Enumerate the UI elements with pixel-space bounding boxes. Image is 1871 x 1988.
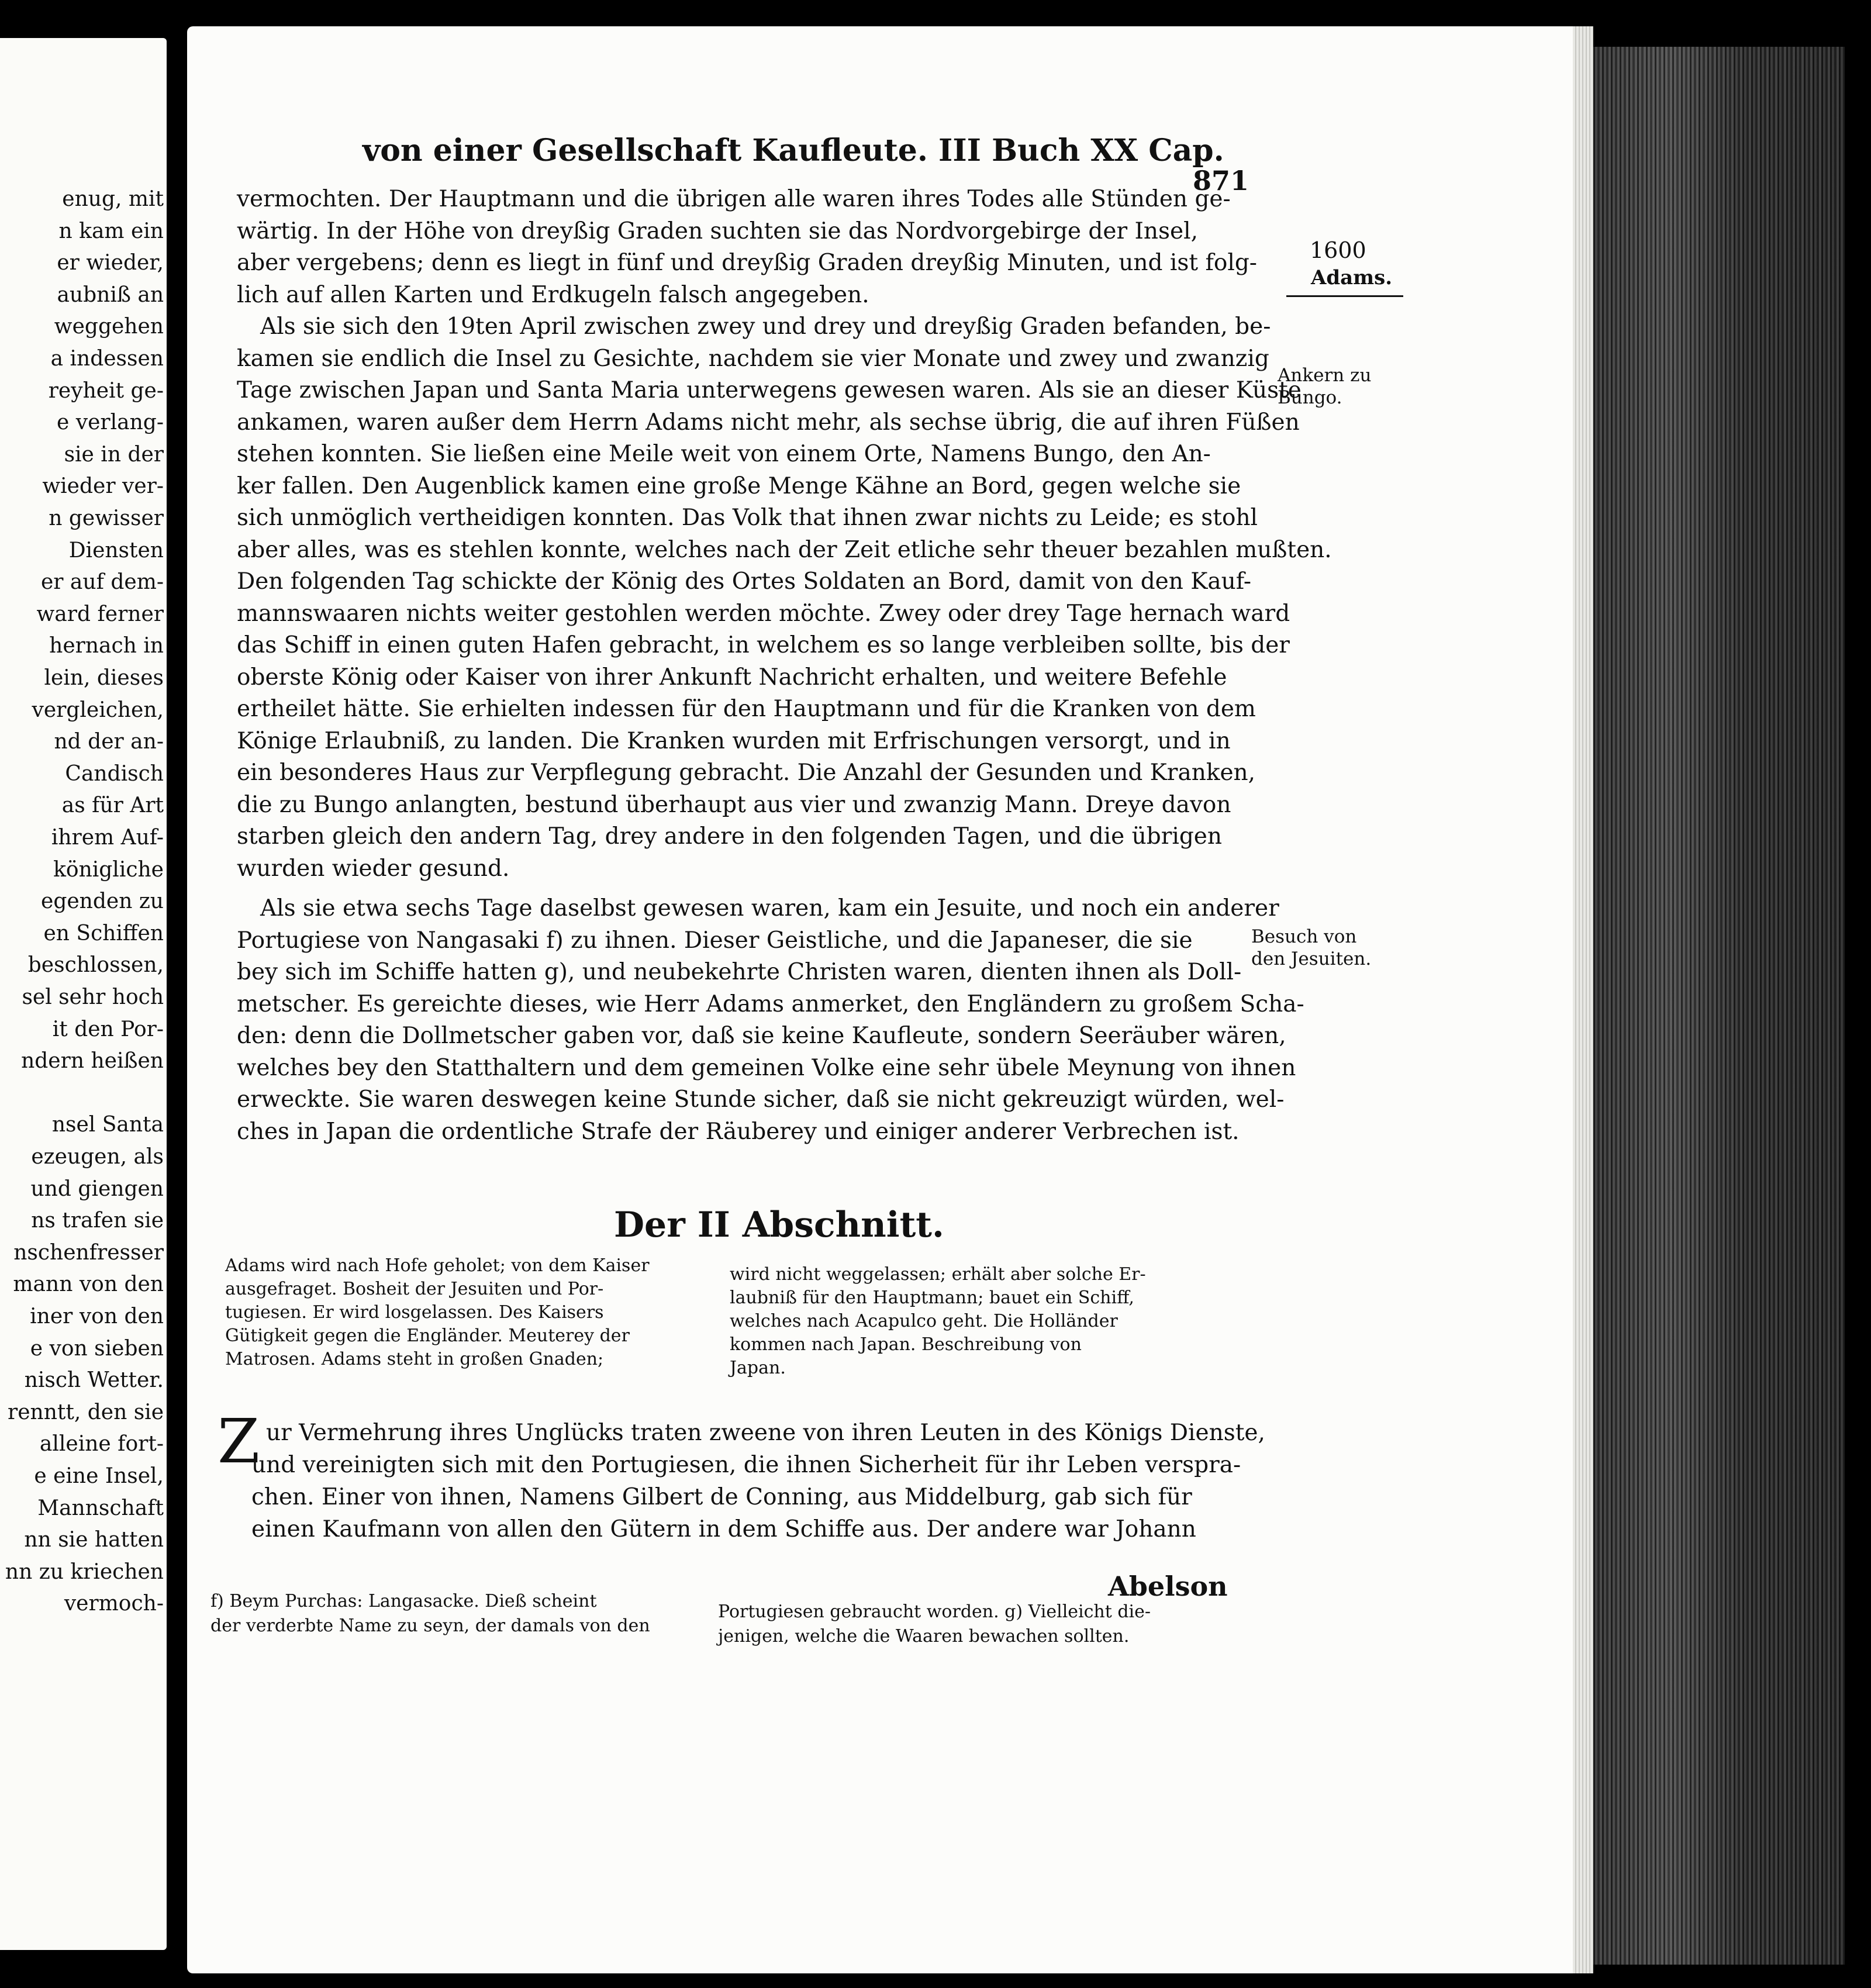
left-page-line: e verlang- [57, 410, 164, 435]
running-title: von einer Gesellschaft Kaufleute. III Buch XX Cap. [363, 133, 1224, 168]
drop-cap: Z [218, 1406, 260, 1477]
spine-gutter [167, 23, 190, 1965]
margin-note-anchor-line-1: Ankern zu [1278, 365, 1372, 386]
body-text-line: ker fallen. Den Augenblick kamen eine große Menge Kähne an Bord, gegen welche sie [237, 472, 1241, 499]
para2-line: einen Kaufmann von allen den Gütern in dem Schiffe aus. Der andere war Johann [251, 1516, 1196, 1542]
body-text-line: Könige Erlaubniß, zu landen. Die Kranken wurden mit Erfrischungen versorgt, und in [237, 727, 1231, 754]
body-text-line: bey sich im Schiffe hatten g), und neubekehrte Christen waren, dienten ihnen als Doll- [237, 959, 1242, 985]
page-number: 871 [1193, 165, 1249, 196]
left-page-line: e eine Insel, [34, 1464, 164, 1488]
left-page-line: e von sieben [30, 1336, 164, 1361]
body-text-line: die zu Bungo anlangten, bestund überhaupt aus vier und zwanzig Mann. Dreye davon [237, 791, 1231, 818]
book-border [1845, 0, 1871, 1988]
left-page-line: mann von den [13, 1272, 164, 1297]
body-text-line: Als sie etwa sechs Tage daselbst gewesen waren, kam ein Jesuite, und noch ein anderer [260, 895, 1279, 921]
left-page-line: vergleichen, [32, 698, 164, 722]
left-page-line: weggehen [54, 315, 164, 339]
body-text-line: das Schiff in einen guten Hafen gebracht, in welchem es so lange verbleiben sollte, bis der [237, 632, 1290, 658]
body-text-line: wurden wieder gesund. [237, 855, 510, 882]
left-page-line: nsel Santa [51, 1113, 164, 1137]
margin-note-jesuits-line-1: Besuch von [1251, 926, 1357, 947]
left-page-line: nn zu kriechen [5, 1559, 164, 1584]
page-edge [1573, 26, 1593, 1973]
body-text-line: starben gleich den andern Tag, drey andere in den folgenden Tagen, und die übrigen [237, 823, 1222, 850]
body-text-line: stehen konnten. Sie ließen eine Meile weit von einem Orte, Namens Bungo, den An- [237, 441, 1211, 467]
body-text-line: vermochten. Der Hauptmann und die übrigen alle waren ihres Todes alle Stünden ge- [237, 186, 1231, 212]
body-text-line: ches in Japan die ordentliche Strafe der Räuberey und einiger anderer Verbrechen ist. [237, 1118, 1240, 1145]
left-page-line: Candisch [65, 761, 164, 786]
left-page-line: en Schiffen [43, 921, 164, 945]
summary-right-line: laubniß für den Hauptmann; bauet ein Schiff, [730, 1288, 1134, 1308]
summary-left-line: ausgefraget. Bosheit der Jesuiten und Por- [225, 1279, 604, 1299]
book-fore-edge [1593, 47, 1845, 1965]
body-text-line: kamen sie endlich die Insel zu Gesichte, nachdem sie vier Monate und zwey und zwanzig [237, 345, 1269, 372]
body-text-line: metscher. Es gereichte dieses, wie Herr Adams anmerket, den Engländern zu großem Scha- [237, 990, 1304, 1017]
left-page-line: egenden zu [41, 889, 164, 914]
left-page-line: er wieder, [57, 251, 164, 275]
left-page-line: a indessen [50, 347, 164, 371]
left-page-line: iner von den [30, 1304, 164, 1328]
body-text-line: lich auf allen Karten und Erdkugeln falsch angegeben. [237, 281, 869, 308]
left-page-line: lein, dieses [44, 666, 164, 690]
left-page-line: ndern heißen [21, 1049, 164, 1074]
left-page-line: königliche [53, 857, 164, 882]
left-page-line: nn sie hatten [24, 1528, 164, 1552]
summary-left-line: Gütigkeit gegen die Engländer. Meuterey der [225, 1326, 630, 1346]
body-text-line: mannswaaren nichts weiter gestohlen werden möchte. Zwey oder drey Tage hernach ward [237, 600, 1290, 627]
footnotes-left-line: f) Beym Purchas: Langasacke. Dieß scheint [210, 1591, 597, 1611]
summary-left-line: tugiesen. Er wird losgelassen. Des Kaisers [225, 1302, 604, 1323]
body-text-line: den: denn die Dollmetscher gaben vor, daß sie keine Kaufleute, sondern Seeräuber wären, [237, 1023, 1286, 1049]
left-page-line: ezeugen, als [31, 1145, 164, 1169]
para2-line: chen. Einer von ihnen, Namens Gilbert de Conning, aus Middelburg, gab sich für [251, 1484, 1192, 1510]
para2-line: und vereinigten sich mit den Portugiesen, die ihnen Sicherheit für ihr Leben verspra- [251, 1452, 1241, 1478]
margin-note-jesuits-line-2: den Jesuiten. [1251, 948, 1372, 969]
left-page-line: n kam ein [58, 219, 164, 243]
margin-name: Adams. [1311, 266, 1393, 289]
summary-right-line: welches nach Acapulco geht. Die Holländer [730, 1311, 1118, 1331]
body-text-line: wärtig. In der Höhe von dreyßig Graden suchten sie das Nordvorgebirge der Insel, [237, 218, 1198, 244]
left-page-line: wieder ver- [42, 474, 164, 499]
body-text-line: ein besonderes Haus zur Verpflegung gebracht. Die Anzahl der Gesunden und Kranken, [237, 760, 1256, 786]
body-text-line: sich unmöglich vertheidigen konnten. Das Volk that ihnen zwar nichts zu Leide; es stohl [237, 505, 1258, 531]
left-page-line: vermoch- [64, 1592, 164, 1616]
section-title: Der II Abschnitt. [614, 1204, 944, 1245]
left-page-line: hernach in [49, 634, 164, 658]
left-page-line: reyheit ge- [48, 378, 164, 403]
left-page-line: nschenfresser [13, 1240, 164, 1265]
left-page-line: sie in der [64, 442, 164, 467]
margin-year: 1600 [1310, 237, 1366, 263]
left-page-line: renntt, den sie [8, 1400, 164, 1424]
left-page-line: Mannschaft [37, 1496, 164, 1520]
left-page-line: nd der an- [54, 730, 164, 754]
left-page-line: n gewisser [49, 506, 164, 530]
left-page-line: und giengen [30, 1176, 164, 1201]
footnotes-left-line: der verderbte Name zu seyn, der damals von den [210, 1616, 650, 1636]
left-page-line: ns trafen sie [31, 1209, 164, 1233]
summary-left-line: Adams wird nach Hofe geholet; von dem Kaiser [225, 1255, 650, 1276]
left-page-line: ihrem Auf- [51, 826, 164, 850]
left-page-line: beschlossen, [27, 953, 164, 978]
footnotes-right-line: Portugiesen gebraucht worden. g) Vielleicht die- [718, 1602, 1151, 1622]
body-text-line: Portugiese von Nangasaki f) zu ihnen. Dieser Geistliche, und die Japaneser, die sie [237, 927, 1193, 954]
left-page-line: enug, mit [62, 187, 164, 211]
para2-line: ur Vermehrung ihres Unglücks traten zweene von ihren Leuten in des Königs Dienste, [266, 1420, 1265, 1446]
left-page-line: nisch Wetter. [24, 1368, 164, 1393]
body-text-line: Als sie sich den 19ten April zwischen zwey und drey und dreyßig Graden befanden, be- [260, 313, 1271, 340]
body-text-line: welches bey den Statthaltern und dem gemeinen Volke eine sehr übele Meynung von ihnen [237, 1054, 1296, 1081]
body-text-line: Tage zwischen Japan und Santa Maria unterwegens gewesen waren. Als sie an dieser Küste [237, 377, 1302, 403]
left-page-line: Diensten [68, 538, 164, 562]
summary-right-line: Japan. [730, 1358, 786, 1378]
left-page-line: er auf dem- [40, 570, 164, 595]
margin-bracket [1286, 295, 1403, 297]
body-text-line: Den folgenden Tag schickte der König des Ortes Soldaten an Bord, damit von den Kauf- [237, 568, 1252, 595]
left-page-line: aubniß an [57, 282, 164, 307]
left-page-line: as für Art [61, 793, 164, 818]
summary-left-line: Matrosen. Adams steht in großen Gnaden; [225, 1349, 604, 1369]
body-text-line: aber alles, was es stehlen konnte, welches nach der Zeit etliche sehr theuer bezahlen mußten. [237, 536, 1332, 563]
footnotes-right-line: jenigen, welche die Waaren bewachen sollten. [718, 1626, 1130, 1647]
left-page-line: alleine fort- [39, 1432, 164, 1457]
body-text-line: erweckte. Sie waren deswegen keine Stunde sicher, daß sie nicht gekreuzigt würden, wel- [237, 1086, 1285, 1113]
body-text-line: ankamen, waren außer dem Herrn Adams nicht mehr, als sechse übrig, die auf ihren Füßen [237, 409, 1300, 436]
body-text-line: aber vergebens; denn es liegt in fünf und dreyßig Graden dreyßig Minuten, und ist folg- [237, 250, 1257, 276]
left-page-line: ward ferner [36, 602, 164, 626]
left-page-line: sel sehr hoch [22, 985, 164, 1009]
summary-right-line: kommen nach Japan. Beschreibung von [730, 1334, 1082, 1355]
margin-note-anchor-line-2: Bungo. [1278, 387, 1342, 408]
summary-right-line: wird nicht weggelassen; erhält aber solche Er- [730, 1264, 1146, 1285]
left-page-line: it den Por- [52, 1017, 164, 1041]
body-text-line: oberste König oder Kaiser von ihrer Ankunft Nachricht erhalten, und weitere Befehle [237, 664, 1227, 691]
body-text-line: ertheilet hätte. Sie erhielten indessen für den Hauptmann und für die Kranken von dem [237, 696, 1256, 722]
catchword: Abelson [1108, 1571, 1228, 1602]
